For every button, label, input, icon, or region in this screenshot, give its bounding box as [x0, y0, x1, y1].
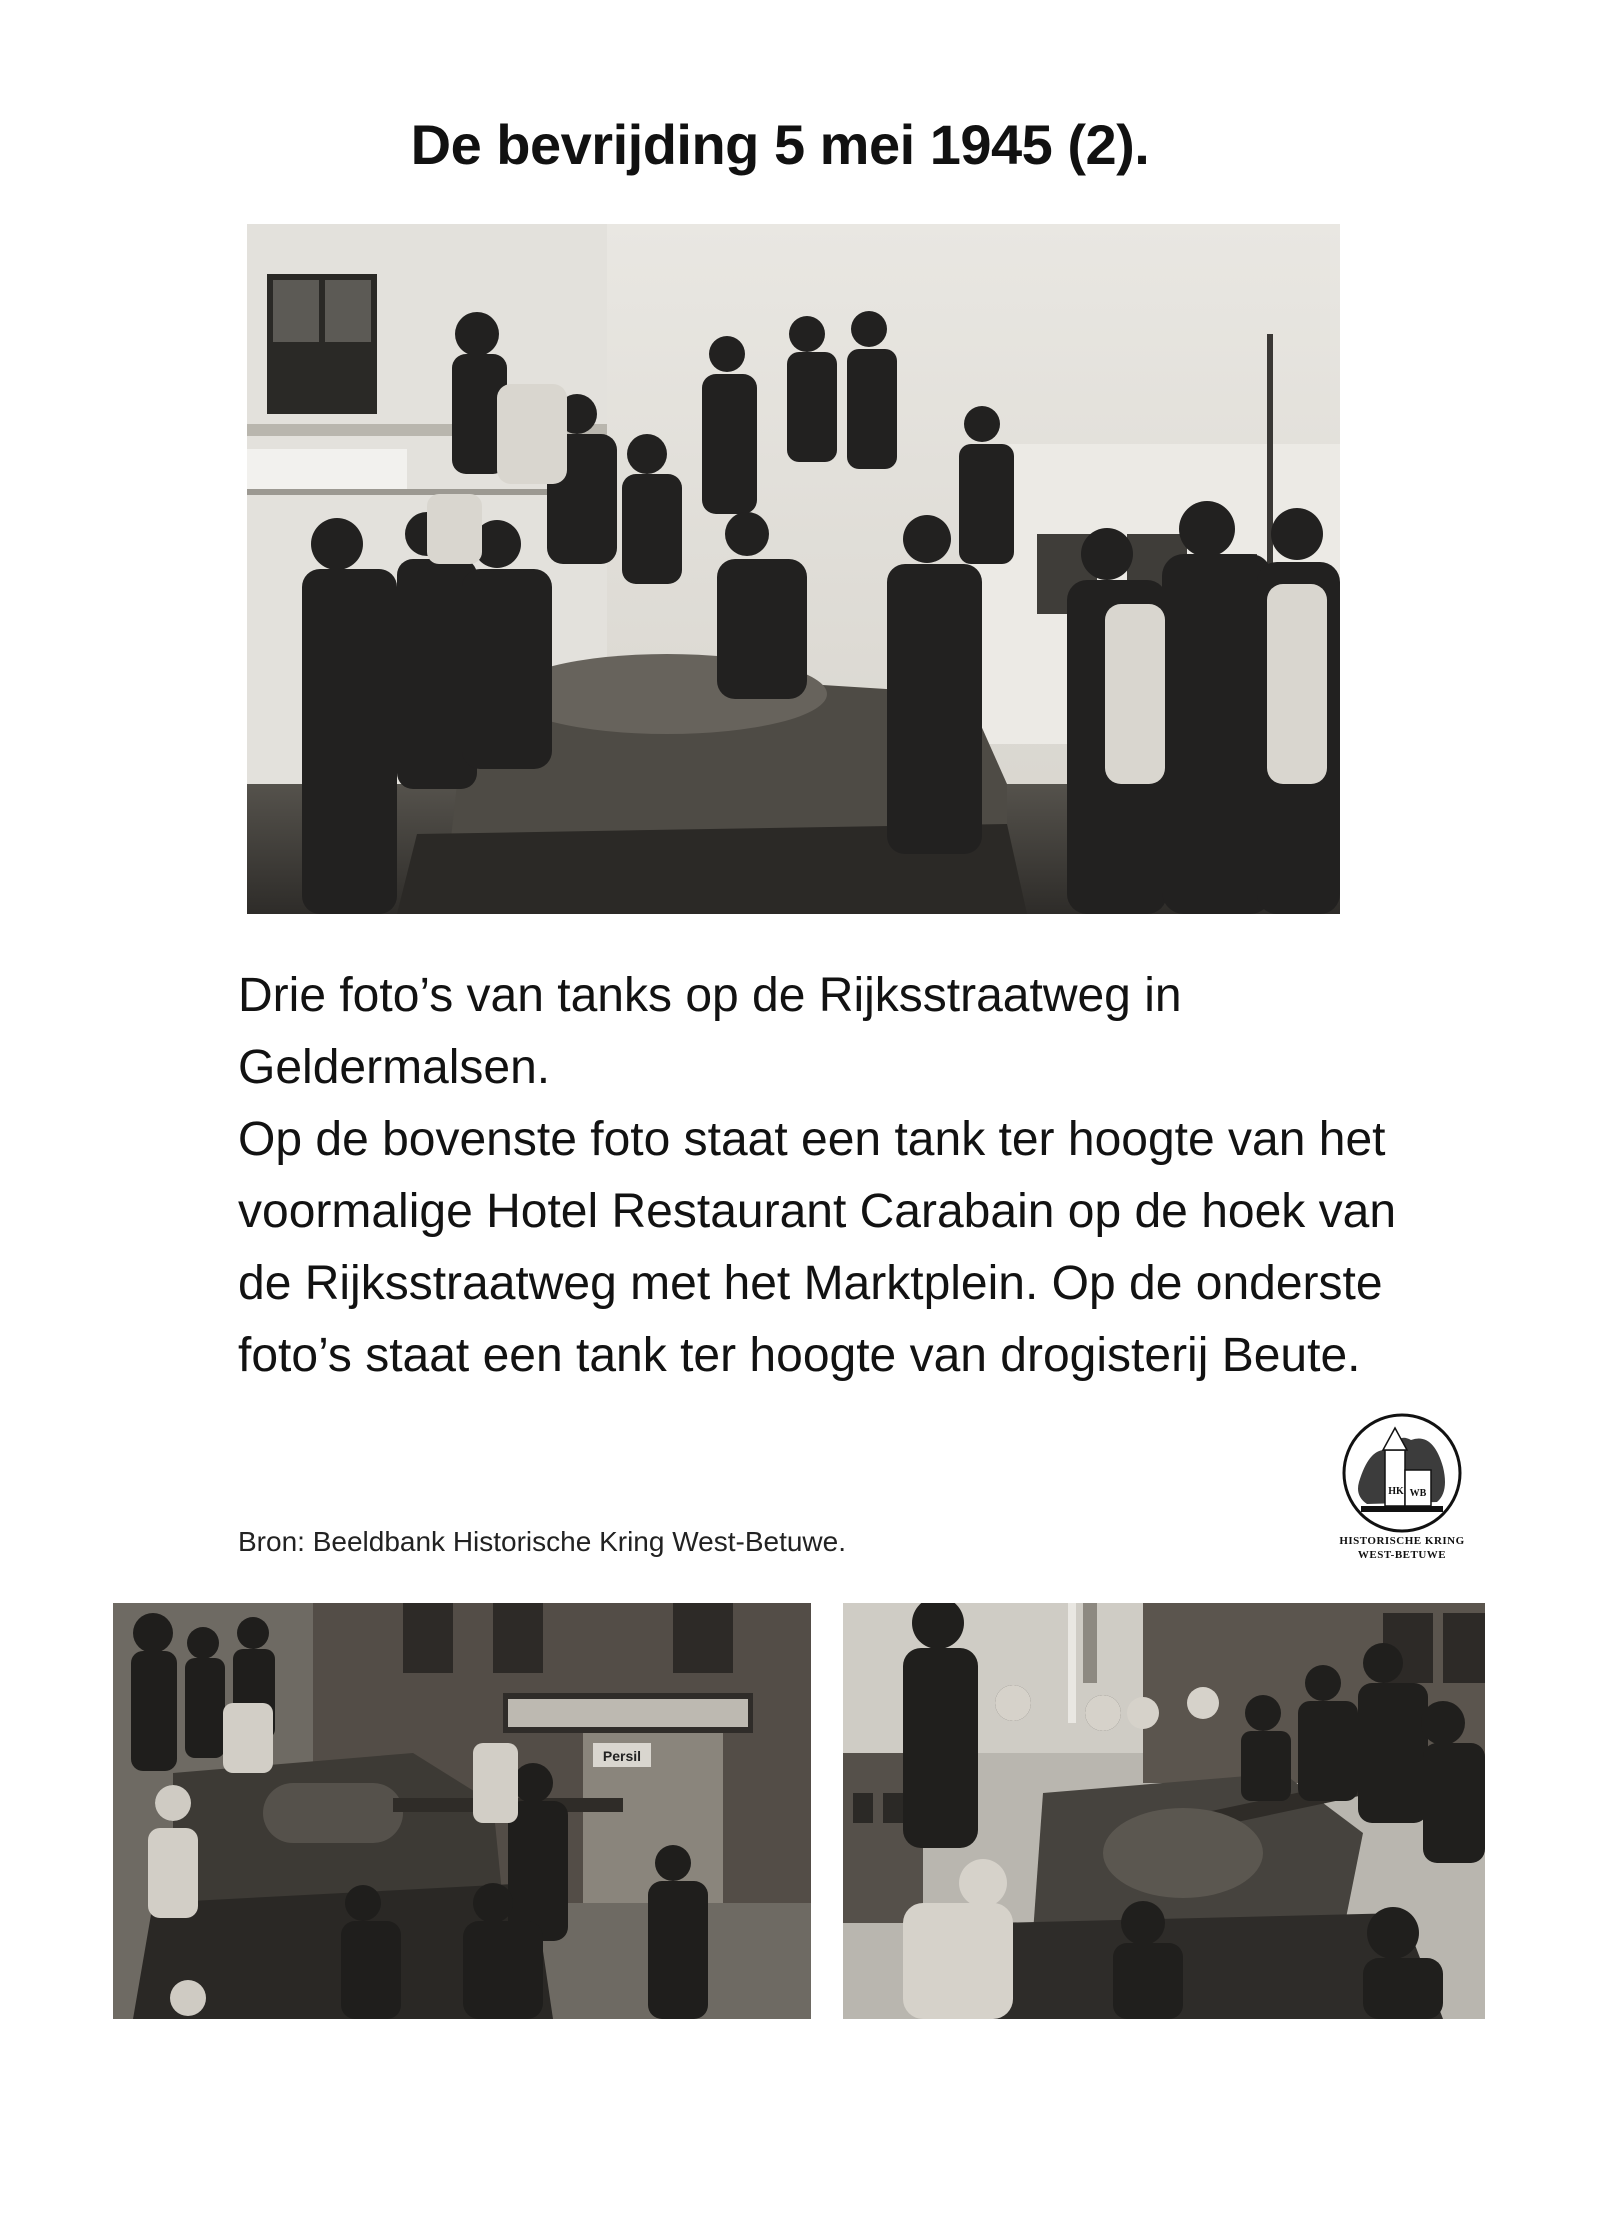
logo-text-line-2: WEST-BETUWE: [1357, 1549, 1447, 1561]
svg-text:WB: WB: [1409, 1488, 1427, 1499]
description-paragraph-2: Op de bovenste foto staat een tank ter hoogte van het voormalige Hotel Restaurant Carabain op de hoek van de Rijksstraatweg met het Marktplein. Op de onderste foto’s staat een tank ter hoogte van drogisterij Beute.: [238, 1113, 1397, 1382]
page-title: De bevrijding 5 mei 1945 (2).: [410, 113, 1150, 176]
photo-bottom-left-graphic: [113, 1603, 811, 2019]
photo-bottom-right-graphic: [843, 1603, 1485, 2019]
description-paragraph-1: Drie foto’s van tanks op de Rijksstraatweg in Geldermalsen.: [238, 969, 1182, 1094]
logo-monogram: HK: [1388, 1486, 1404, 1497]
photo-bottom-right-tank-street: [843, 1603, 1485, 2019]
photo-bottom-left-tank-shop: [113, 1603, 811, 2019]
photo-top-graphic: [247, 224, 1340, 914]
shop-sign-persil: Persil: [602, 1748, 642, 1764]
photo-top-tank-hotel: [247, 224, 1340, 914]
description-text: [238, 960, 1418, 1392]
historische-kring-logo: [1326, 1412, 1478, 1562]
source-credit: Bron: Beeldbank Historische Kring West-Betuwe.: [238, 1526, 846, 1557]
tower-seal-icon: [1341, 1412, 1463, 1534]
logo-text-line-1: HISTORISCHE KRING: [1339, 1535, 1465, 1547]
